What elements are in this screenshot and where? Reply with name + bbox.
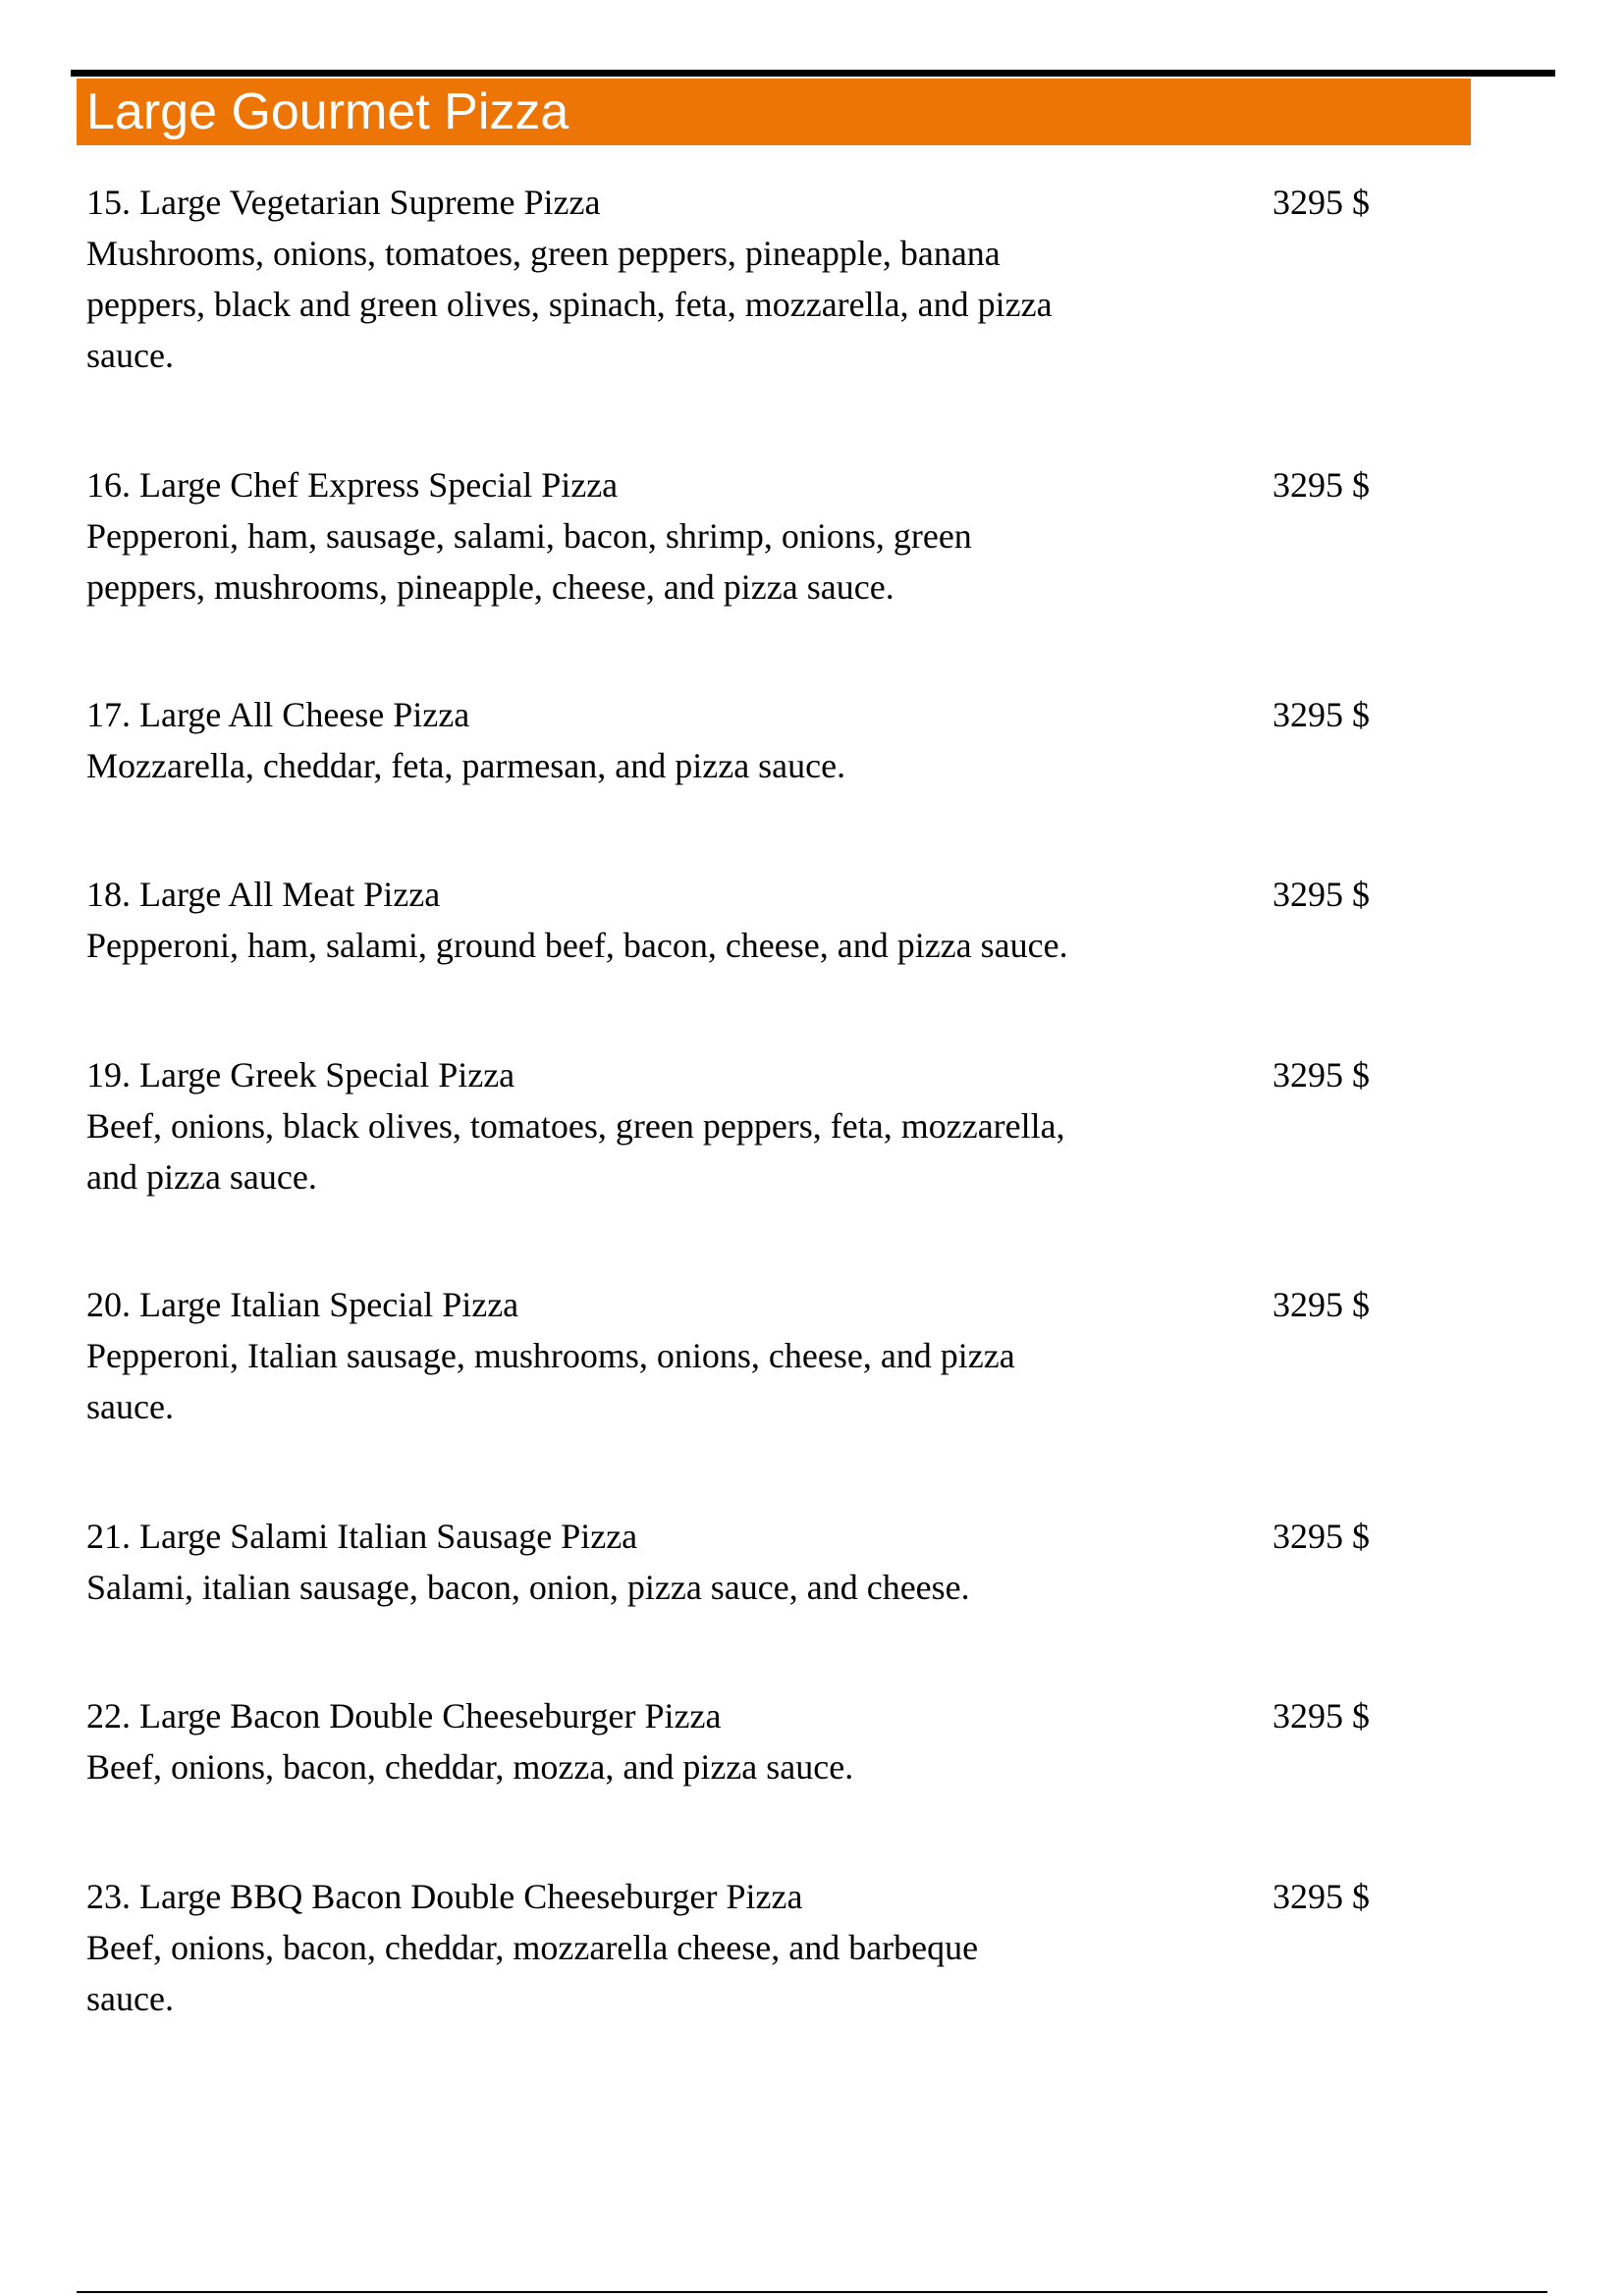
menu-item-description: Mushrooms, onions, tomatoes, green peppers, pineapple, banana [86, 234, 1001, 273]
menu-item [86, 1871, 1540, 2024]
menu-item-description: peppers, mushrooms, pineapple, cheese, and pizza sauce. [86, 567, 894, 607]
menu-item-title: 17. Large All Cheese Pizza [86, 695, 470, 734]
menu-item-description: Beef, onions, bacon, cheddar, mozza, and pizza sauce. [86, 1747, 854, 1787]
menu-item-price: 3295 $ [1272, 1877, 1370, 1916]
menu-item-description: Beef, onions, black olives, tomatoes, green peppers, feta, mozzarella, [86, 1106, 1065, 1146]
menu-item-description: peppers, black and green olives, spinach, feta, mozzarella, and pizza [86, 285, 1053, 324]
top-divider [71, 70, 1555, 77]
section-header [77, 79, 1471, 145]
menu-item [86, 1279, 1540, 1432]
menu-item-description: and pizza sauce. [86, 1157, 317, 1197]
menu-item-title: 18. Large All Meat Pizza [86, 875, 441, 914]
menu-item-price: 3295 $ [1272, 465, 1370, 505]
menu-item-description: Pepperoni, ham, sausage, salami, bacon, shrimp, onions, green [86, 516, 972, 556]
menu-item-title: 15. Large Vegetarian Supreme Pizza [86, 183, 601, 222]
menu-item-title: 22. Large Bacon Double Cheeseburger Pizza [86, 1696, 722, 1735]
menu-item-description: Pepperoni, ham, salami, ground beef, bacon, cheese, and pizza sauce. [86, 926, 1068, 965]
menu-item [86, 869, 1540, 971]
menu-item [86, 1690, 1540, 1792]
menu-item [86, 1049, 1540, 1202]
menu-item-price: 3295 $ [1272, 695, 1370, 734]
menu-item-price: 3295 $ [1272, 1285, 1370, 1324]
menu-item [86, 689, 1540, 791]
menu-item-title: 20. Large Italian Special Pizza [86, 1285, 519, 1324]
menu-item-price: 3295 $ [1272, 183, 1370, 222]
menu-item-title: 23. Large BBQ Bacon Double Cheeseburger Pizza [86, 1877, 803, 1916]
menu-item-description: Mozzarella, cheddar, feta, parmesan, and pizza sauce. [86, 746, 846, 785]
menu-item-title: 21. Large Salami Italian Sausage Pizza [86, 1517, 638, 1556]
menu-item-price: 3295 $ [1272, 875, 1370, 914]
menu-item [86, 459, 1540, 613]
menu-item-description: sauce. [86, 1387, 174, 1426]
menu-item-description: sauce. [86, 1979, 174, 2018]
menu-item [86, 1511, 1540, 1613]
menu-item-price: 3295 $ [1272, 1055, 1370, 1095]
menu-item-price: 3295 $ [1272, 1696, 1370, 1735]
menu-item [86, 177, 1540, 381]
menu-item-description: sauce. [86, 336, 174, 375]
menu-item-title: 16. Large Chef Express Special Pizza [86, 465, 619, 505]
menu-item-description: Salami, italian sausage, bacon, onion, pizza sauce, and cheese. [86, 1568, 970, 1607]
menu-item-description: Pepperoni, Italian sausage, mushrooms, onions, cheese, and pizza [86, 1336, 1015, 1375]
menu-item-title: 19. Large Greek Special Pizza [86, 1055, 515, 1095]
section-title: Large Gourmet Pizza [86, 83, 569, 140]
menu-item-description: Beef, onions, bacon, cheddar, mozzarella cheese, and barbeque [86, 1928, 979, 1967]
bottom-divider [77, 2291, 1547, 2293]
menu-item-price: 3295 $ [1272, 1517, 1370, 1556]
